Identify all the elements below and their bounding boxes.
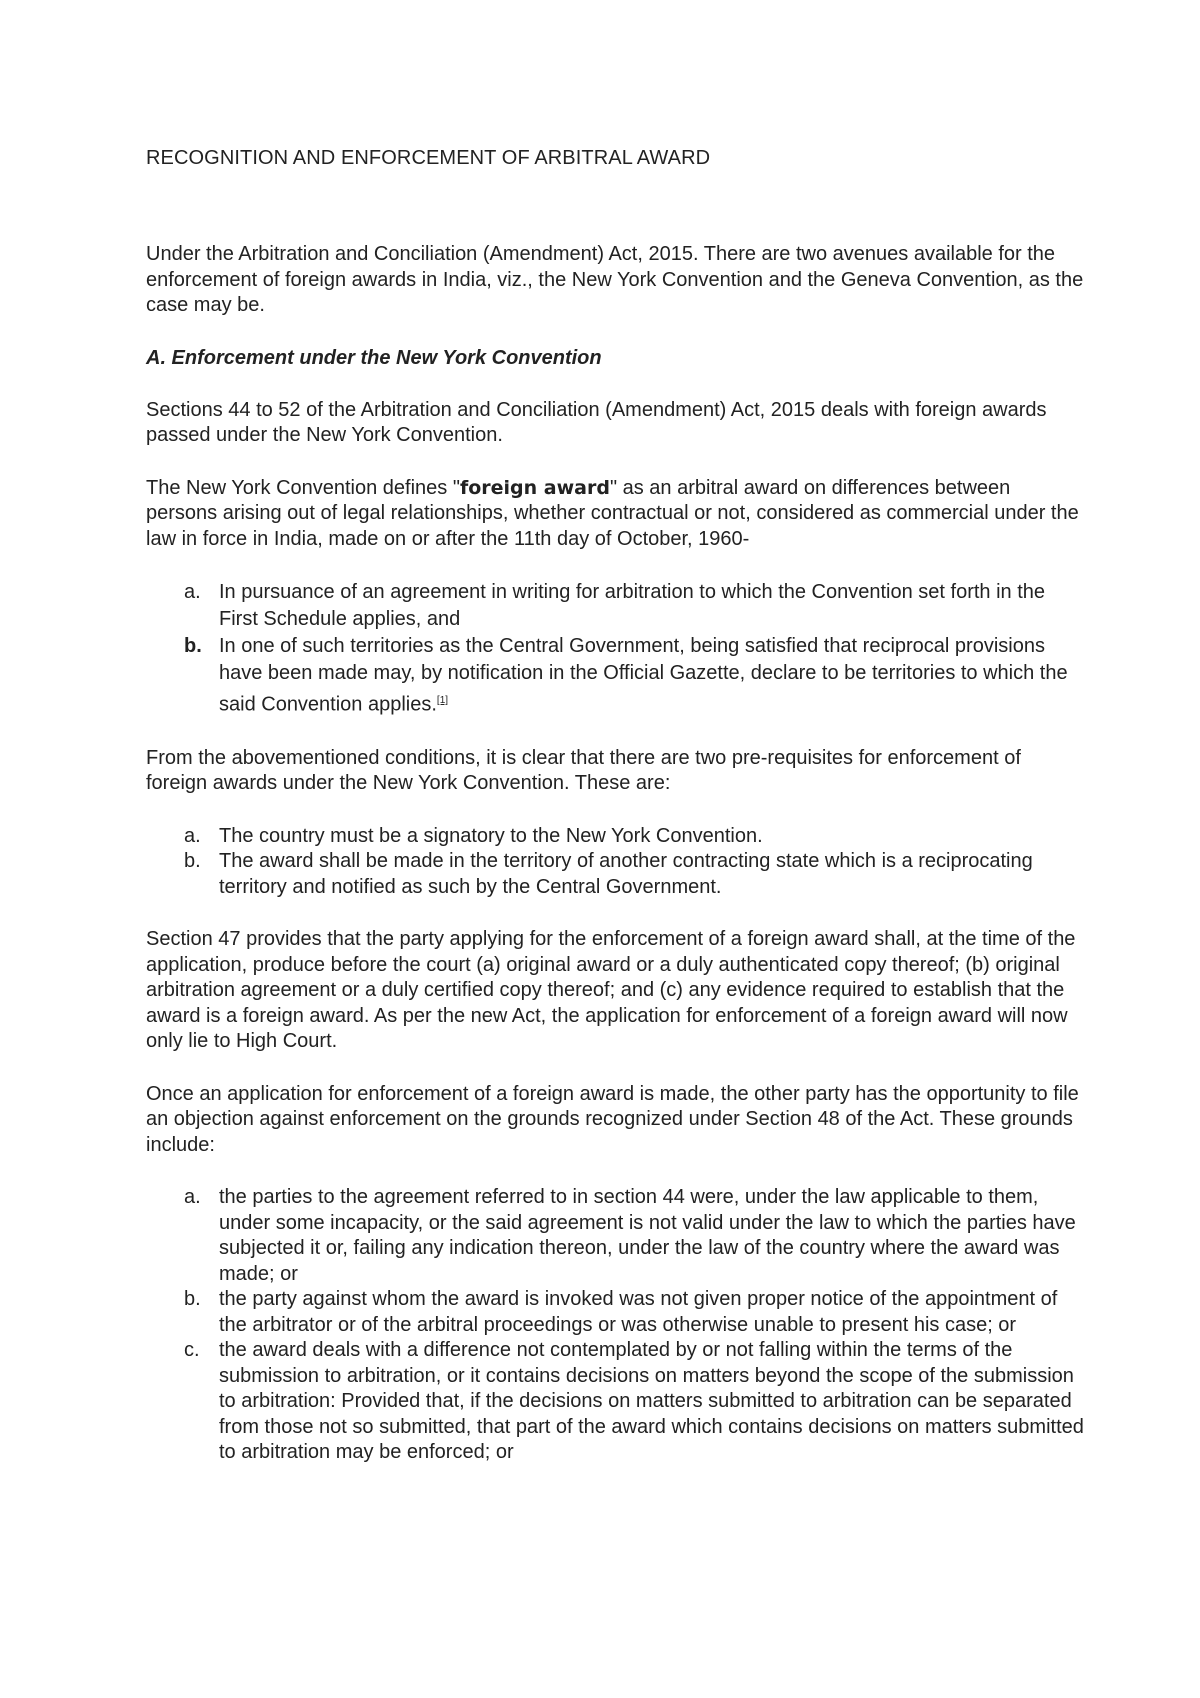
list-marker: b. xyxy=(184,635,202,657)
list-item-text: the award deals with a difference not contemplated by or not falling within the terms of the submission to arbitration, or it contains decisions on matters beyond the scope of the submission to arbitration: Provided that, if the decisions on matters submitted to arbitration can be separated from those not so submitted, that part of the award which contains decisions on matters submitted to arbitration may be enforced; or xyxy=(219,1339,1084,1464)
definition-text-after: " as an arbitral award on differences between persons arising out of legal relationships, whether contractual or not, considered as commercial under the law in force in India, made on or after the 11th day of October, 1960- xyxy=(146,476,1079,550)
list-item xyxy=(146,1287,1086,1338)
list-marker: a. xyxy=(184,1186,201,1209)
list-item xyxy=(146,1338,1086,1466)
list-item xyxy=(146,633,1086,719)
list-marker: c. xyxy=(184,1339,200,1362)
document-body xyxy=(146,146,1086,1493)
list-item xyxy=(146,849,1086,900)
paragraph-foreign-award-definition xyxy=(146,476,1086,553)
list-item-text: the party against whom the award is invoked was not given proper notice of the appointment of the arbitrator or of the arbitral proceedings or was otherwise unable to present his case; or xyxy=(219,1288,1058,1336)
list-item xyxy=(146,579,1086,633)
prerequisites-list xyxy=(146,824,1086,901)
list-marker: b. xyxy=(184,1288,201,1311)
section-a-heading: A. Enforcement under the New York Convention xyxy=(146,346,602,369)
paragraph-section-48: Once an application for enforcement of a foreign award is made, the other party has the opportunity to file an objection against enforcement on the grounds recognized under Section 48 of the Act. These grounds include: xyxy=(146,1082,1079,1156)
list-marker: a. xyxy=(184,581,201,603)
paragraph-prerequisites: From the abovementioned conditions, it is clear that there are two pre-requisites for enforcement of foreign awards under the New York Convention. These are: xyxy=(146,746,1021,795)
document-title: RECOGNITION AND ENFORCEMENT OF ARBITRAL AWARD xyxy=(146,147,711,169)
paragraph-section-47: Section 47 provides that the party applying for the enforcement of a foreign award shall, at the time of the application, produce before the court (a) original award or a duly authenticated copy thereof; (b) original arbitration agreement or a duly certified copy thereof; and (c) any evidence required to establish that the award is a foreign award. As per the new Act, the application for enforcement of a foreign award will now only lie to High Court. xyxy=(146,928,1076,1053)
conditions-list xyxy=(146,579,1086,719)
list-marker: a. xyxy=(184,824,201,847)
definition-term: foreign award xyxy=(459,476,610,499)
list-item-text: In pursuance of an agreement in writing for arbitration to which the Convention set forth in the First Schedule applies, and xyxy=(219,581,1046,630)
list-item xyxy=(146,824,1086,850)
list-item-text: the parties to the agreement referred to in section 44 were, under the law applicable to them, under some incapacity, or the said agreement is not valid under the law to which the parties have subjected it or, failing any indication thereon, under the law of the country where the award was made; or xyxy=(219,1186,1076,1285)
list-marker: b. xyxy=(184,850,201,873)
list-item-text: The award shall be made in the territory of another contracting state which is a reciprocating territory and notified as such by the Central Government. xyxy=(219,850,1033,898)
definition-text-before: The New York Convention defines " xyxy=(146,476,460,499)
list-item xyxy=(146,1185,1086,1287)
list-item-text: In one of such territories as the Central Government, being satisfied that reciprocal provisions have been made may, by notification in the Official Gazette, declare to be territories to which the said Convention applies. xyxy=(219,635,1068,716)
objection-grounds-list xyxy=(146,1185,1086,1466)
paragraph-sections-44-52: Sections 44 to 52 of the Arbitration and Conciliation (Amendment) Act, 2015 deals with foreign awards passed under the New York Convention. xyxy=(146,398,1047,446)
intro-paragraph: Under the Arbitration and Conciliation (Amendment) Act, 2015. There are two avenues available for the enforcement of foreign awards in India, viz., the New York Convention and the Geneva Convention, as the case may be. xyxy=(146,243,1084,316)
list-item-text: The country must be a signatory to the New York Convention. xyxy=(219,824,763,847)
footnote-link[interactable]: [1] xyxy=(436,695,449,706)
